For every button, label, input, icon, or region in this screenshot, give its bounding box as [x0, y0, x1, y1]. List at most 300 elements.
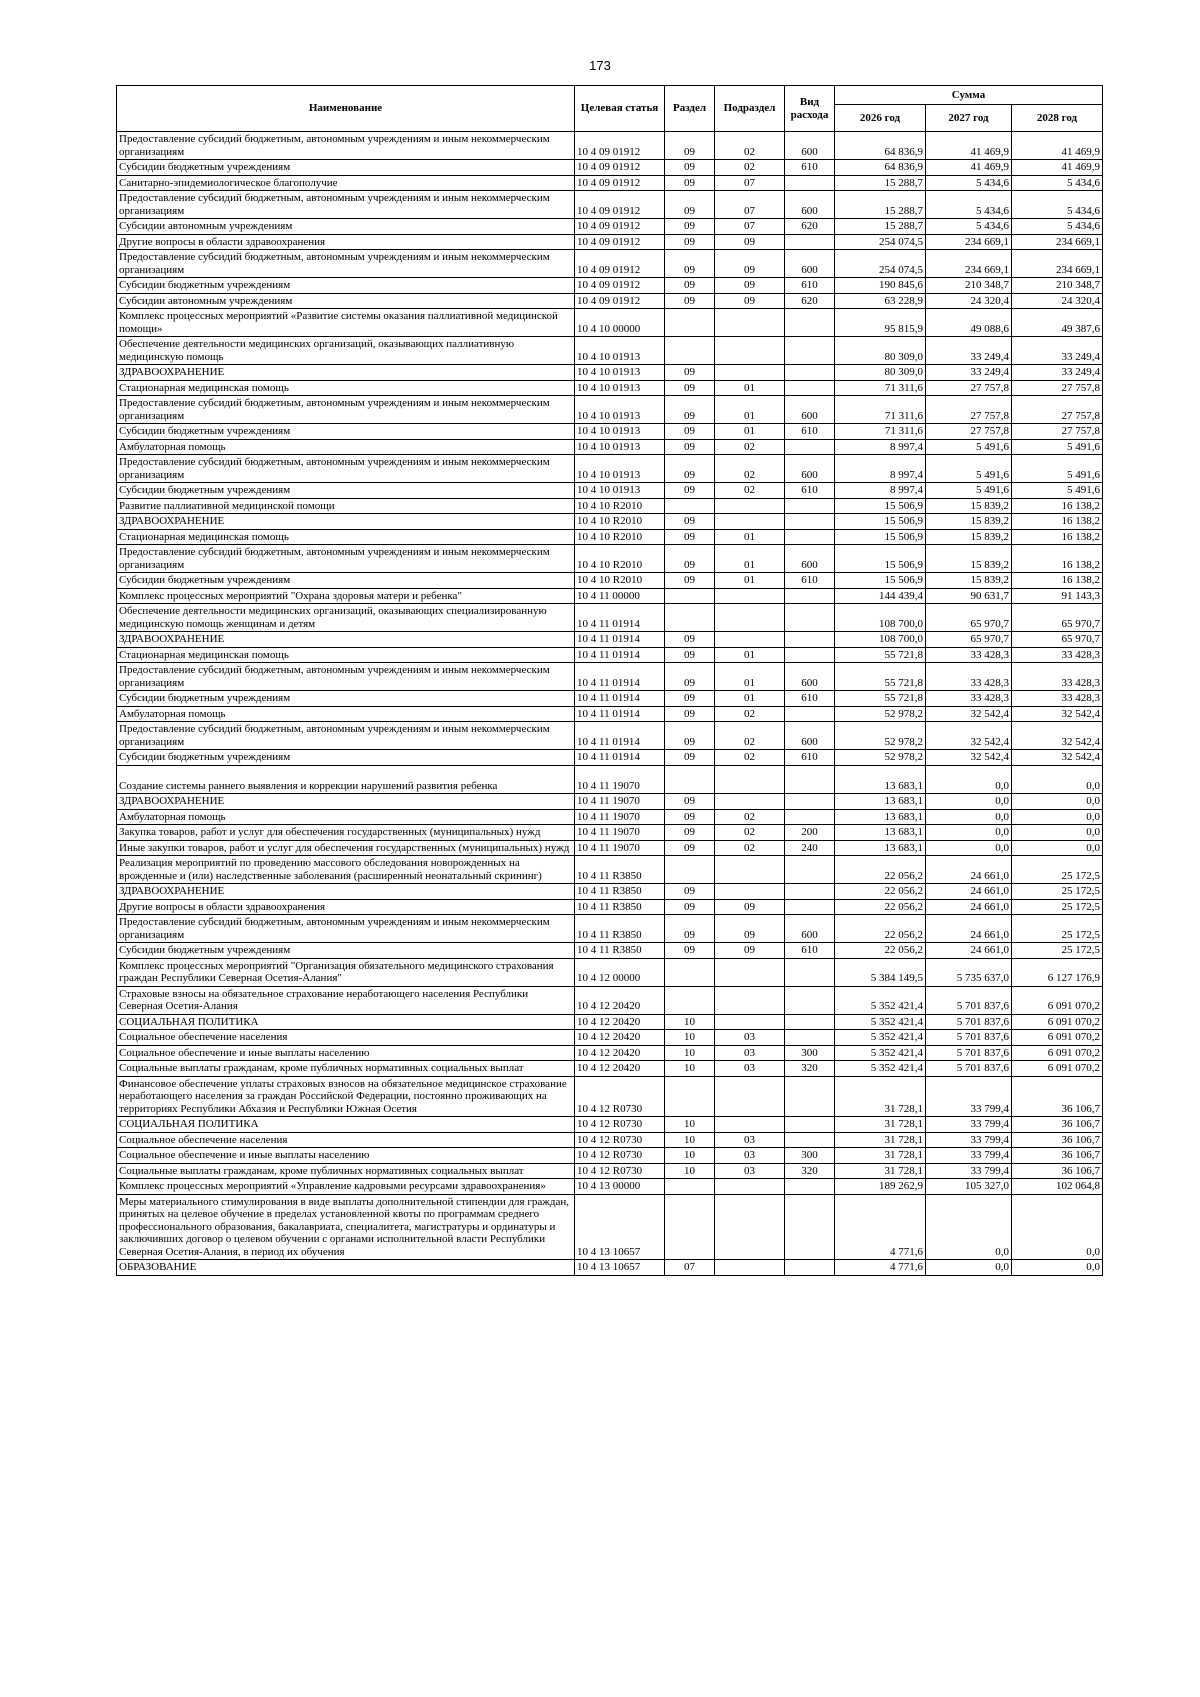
row-subsection: [715, 514, 785, 530]
table-row: [117, 293, 1103, 309]
row-sum-2027: 0,0: [926, 1260, 1012, 1276]
row-sum-2026: 71 311,6: [835, 396, 926, 424]
row-section: [665, 856, 715, 884]
row-sum-2027: 15 839,2: [926, 573, 1012, 589]
row-section: [665, 498, 715, 514]
row-name: Предоставление субсидий бюджетным, автономным учреждениям и иным некоммерческим организациям: [117, 250, 575, 278]
row-name: Социальные выплаты гражданам, кроме публичных нормативных социальных выплат: [117, 1163, 575, 1179]
row-sum-2027: 210 348,7: [926, 278, 1012, 294]
row-section: 09: [665, 706, 715, 722]
row-expense-type: [785, 498, 835, 514]
row-target-code: 10 4 10 R2010: [575, 545, 665, 573]
row-target-code: 10 4 10 01913: [575, 396, 665, 424]
row-section: 09: [665, 132, 715, 160]
table-row: [117, 439, 1103, 455]
row-name: Иные закупки товаров, работ и услуг для обеспечения государственных (муниципальных) нужд: [117, 840, 575, 856]
row-subsection: 03: [715, 1148, 785, 1164]
row-section: 10: [665, 1163, 715, 1179]
row-name: ЗДРАВООХРАНЕНИЕ: [117, 365, 575, 381]
row-subsection: 01: [715, 647, 785, 663]
row-name: Стационарная медицинская помощь: [117, 380, 575, 396]
row-name: СОЦИАЛЬНАЯ ПОЛИТИКА: [117, 1117, 575, 1133]
table-row: [117, 498, 1103, 514]
row-sum-2027: 33 249,4: [926, 365, 1012, 381]
row-sum-2026: 64 836,9: [835, 132, 926, 160]
row-target-code: 10 4 11 R3850: [575, 915, 665, 943]
row-sum-2026: 13 683,1: [835, 765, 926, 794]
row-section: [665, 958, 715, 986]
row-sum-2026: 254 074,5: [835, 234, 926, 250]
row-sum-2027: 5 491,6: [926, 439, 1012, 455]
row-subsection: [715, 337, 785, 365]
row-sum-2028: 6 091 070,2: [1012, 1014, 1103, 1030]
row-section: 09: [665, 632, 715, 648]
row-sum-2027: 0,0: [926, 794, 1012, 810]
row-name: Предоставление субсидий бюджетным, автономным учреждениям и иным некоммерческим организациям: [117, 132, 575, 160]
row-section: 07: [665, 1260, 715, 1276]
row-name: Амбулаторная помощь: [117, 809, 575, 825]
row-sum-2027: 49 088,6: [926, 309, 1012, 337]
row-sum-2027: 33 799,4: [926, 1132, 1012, 1148]
row-sum-2026: 55 721,8: [835, 663, 926, 691]
row-subsection: 03: [715, 1163, 785, 1179]
header-section: Раздел: [665, 86, 715, 132]
table-row: [117, 604, 1103, 632]
table-row: [117, 1076, 1103, 1117]
table-row: [117, 915, 1103, 943]
row-sum-2026: 8 997,4: [835, 439, 926, 455]
row-target-code: 10 4 13 10657: [575, 1194, 665, 1260]
row-expense-type: [785, 706, 835, 722]
row-subsection: [715, 498, 785, 514]
row-target-code: 10 4 12 R0730: [575, 1076, 665, 1117]
table-row: [117, 1179, 1103, 1195]
row-name: Стационарная медицинская помощь: [117, 529, 575, 545]
row-sum-2026: 55 721,8: [835, 647, 926, 663]
row-name: Другие вопросы в области здравоохранения: [117, 899, 575, 915]
row-section: 09: [665, 160, 715, 176]
row-expense-type: [785, 1030, 835, 1046]
row-expense-type: [785, 514, 835, 530]
table-row: [117, 1030, 1103, 1046]
header-target: Целевая статья: [575, 86, 665, 132]
row-section: 09: [665, 943, 715, 959]
row-name: СОЦИАЛЬНАЯ ПОЛИТИКА: [117, 1014, 575, 1030]
row-subsection: 09: [715, 250, 785, 278]
row-expense-type: [785, 632, 835, 648]
row-sum-2026: 22 056,2: [835, 856, 926, 884]
row-name: Страховые взносы на обязательное страхование неработающего населения Республики Северная Осетия-Алания: [117, 986, 575, 1014]
table-row: [117, 1014, 1103, 1030]
table-row: [117, 856, 1103, 884]
row-subsection: 09: [715, 278, 785, 294]
row-sum-2027: 5 701 837,6: [926, 986, 1012, 1014]
row-section: [665, 309, 715, 337]
row-subsection: 09: [715, 234, 785, 250]
table-row: [117, 1260, 1103, 1276]
row-sum-2028: 0,0: [1012, 1260, 1103, 1276]
row-target-code: 10 4 10 01913: [575, 455, 665, 483]
row-section: 09: [665, 293, 715, 309]
row-target-code: 10 4 10 01913: [575, 337, 665, 365]
row-sum-2027: 5 434,6: [926, 191, 1012, 219]
row-sum-2028: 102 064,8: [1012, 1179, 1103, 1195]
header-sum: Сумма: [835, 86, 1103, 105]
row-sum-2026: 31 728,1: [835, 1117, 926, 1133]
row-name: Субсидии бюджетным учреждениям: [117, 278, 575, 294]
row-expense-type: [785, 1132, 835, 1148]
row-name: Субсидии бюджетным учреждениям: [117, 483, 575, 499]
row-name: Предоставление субсидий бюджетным, автономным учреждениям и иным некоммерческим организациям: [117, 191, 575, 219]
row-subsection: 02: [715, 455, 785, 483]
table-row: [117, 1061, 1103, 1077]
table-row: [117, 424, 1103, 440]
row-name: Комплекс процессных мероприятий «Развитие системы оказания паллиативной медицинской помощи»: [117, 309, 575, 337]
table-row: [117, 691, 1103, 707]
table-row: [117, 899, 1103, 915]
row-subsection: [715, 588, 785, 604]
row-target-code: 10 4 10 01913: [575, 439, 665, 455]
row-sum-2027: 33 799,4: [926, 1076, 1012, 1117]
row-target-code: 10 4 11 01914: [575, 750, 665, 766]
row-target-code: 10 4 11 01914: [575, 604, 665, 632]
row-subsection: 01: [715, 529, 785, 545]
row-sum-2026: 4 771,6: [835, 1260, 926, 1276]
row-sum-2028: 36 106,7: [1012, 1076, 1103, 1117]
row-sum-2026: 13 683,1: [835, 794, 926, 810]
row-subsection: 03: [715, 1030, 785, 1046]
row-expense-type: 620: [785, 293, 835, 309]
row-expense-type: 600: [785, 250, 835, 278]
row-section: 09: [665, 794, 715, 810]
row-name: Предоставление субсидий бюджетным, автономным учреждениям и иным некоммерческим организациям: [117, 396, 575, 424]
table-row: [117, 514, 1103, 530]
row-subsection: 01: [715, 691, 785, 707]
row-sum-2027: 5 701 837,6: [926, 1030, 1012, 1046]
row-sum-2026: 22 056,2: [835, 884, 926, 900]
row-name: Санитарно-эпидемиологическое благополучие: [117, 175, 575, 191]
row-section: 09: [665, 840, 715, 856]
row-sum-2027: 41 469,9: [926, 160, 1012, 176]
row-subsection: [715, 794, 785, 810]
row-sum-2028: 25 172,5: [1012, 884, 1103, 900]
row-subsection: 07: [715, 219, 785, 235]
row-section: 09: [665, 483, 715, 499]
row-expense-type: 600: [785, 545, 835, 573]
row-sum-2027: 33 249,4: [926, 337, 1012, 365]
row-expense-type: 610: [785, 750, 835, 766]
row-sum-2026: 5 352 421,4: [835, 1030, 926, 1046]
table-row: [117, 160, 1103, 176]
row-expense-type: [785, 380, 835, 396]
row-subsection: 01: [715, 573, 785, 589]
row-sum-2027: 0,0: [926, 840, 1012, 856]
row-sum-2028: 5 434,6: [1012, 191, 1103, 219]
header-2027: 2027 год: [926, 105, 1012, 132]
row-section: [665, 337, 715, 365]
row-sum-2026: 5 352 421,4: [835, 1014, 926, 1030]
row-section: 09: [665, 439, 715, 455]
row-section: [665, 1179, 715, 1195]
row-target-code: 10 4 12 20420: [575, 1030, 665, 1046]
row-sum-2027: 24 661,0: [926, 915, 1012, 943]
row-sum-2027: 105 327,0: [926, 1179, 1012, 1195]
row-sum-2028: 16 138,2: [1012, 514, 1103, 530]
table-row: [117, 588, 1103, 604]
row-target-code: 10 4 10 01913: [575, 380, 665, 396]
row-sum-2026: 4 771,6: [835, 1194, 926, 1260]
row-name: Обеспечение деятельности медицинских организаций, оказывающих специализированную медицинскую помощь женщинам и детям: [117, 604, 575, 632]
row-name: ЗДРАВООХРАНЕНИЕ: [117, 632, 575, 648]
row-subsection: [715, 1179, 785, 1195]
row-section: 09: [665, 514, 715, 530]
table-row: [117, 234, 1103, 250]
row-subsection: 02: [715, 722, 785, 750]
table-row: [117, 794, 1103, 810]
row-name: Субсидии автономным учреждениям: [117, 293, 575, 309]
row-expense-type: [785, 1076, 835, 1117]
row-sum-2028: 16 138,2: [1012, 545, 1103, 573]
row-section: 09: [665, 899, 715, 915]
row-expense-type: [785, 856, 835, 884]
row-sum-2027: 5 491,6: [926, 483, 1012, 499]
row-target-code: 10 4 10 R2010: [575, 498, 665, 514]
row-section: 09: [665, 219, 715, 235]
row-target-code: 10 4 11 19070: [575, 840, 665, 856]
row-target-code: 10 4 11 R3850: [575, 943, 665, 959]
row-name: Субсидии бюджетным учреждениям: [117, 424, 575, 440]
row-expense-type: 610: [785, 691, 835, 707]
row-subsection: [715, 1014, 785, 1030]
header-2028: 2028 год: [1012, 105, 1103, 132]
row-expense-type: 240: [785, 840, 835, 856]
row-sum-2026: 15 506,9: [835, 514, 926, 530]
table-row: [117, 337, 1103, 365]
row-section: [665, 1194, 715, 1260]
row-sum-2028: 5 491,6: [1012, 439, 1103, 455]
row-sum-2027: 24 320,4: [926, 293, 1012, 309]
row-target-code: 10 4 12 00000: [575, 958, 665, 986]
row-subsection: 02: [715, 706, 785, 722]
row-sum-2028: 6 091 070,2: [1012, 1061, 1103, 1077]
row-sum-2028: 24 320,4: [1012, 293, 1103, 309]
row-section: 10: [665, 1117, 715, 1133]
row-sum-2028: 25 172,5: [1012, 943, 1103, 959]
row-sum-2028: 6 127 176,9: [1012, 958, 1103, 986]
row-sum-2027: 5 701 837,6: [926, 1045, 1012, 1061]
row-expense-type: 610: [785, 943, 835, 959]
row-sum-2028: 234 669,1: [1012, 234, 1103, 250]
row-expense-type: [785, 234, 835, 250]
row-sum-2026: 15 506,9: [835, 545, 926, 573]
row-subsection: 09: [715, 943, 785, 959]
row-expense-type: 600: [785, 396, 835, 424]
row-sum-2028: 234 669,1: [1012, 250, 1103, 278]
row-expense-type: [785, 309, 835, 337]
row-target-code: 10 4 13 10657: [575, 1260, 665, 1276]
row-sum-2028: 0,0: [1012, 840, 1103, 856]
row-section: 09: [665, 191, 715, 219]
row-sum-2028: 32 542,4: [1012, 722, 1103, 750]
row-name: Стационарная медицинская помощь: [117, 647, 575, 663]
row-sum-2028: 25 172,5: [1012, 856, 1103, 884]
row-section: [665, 604, 715, 632]
row-section: 10: [665, 1132, 715, 1148]
row-expense-type: [785, 958, 835, 986]
row-name: Обеспечение деятельности медицинских организаций, оказывающих паллиативную медицинскую помощь: [117, 337, 575, 365]
table-row: [117, 647, 1103, 663]
row-target-code: 10 4 09 01912: [575, 191, 665, 219]
row-subsection: [715, 958, 785, 986]
row-section: 09: [665, 750, 715, 766]
row-name: ЗДРАВООХРАНЕНИЕ: [117, 884, 575, 900]
row-expense-type: [785, 765, 835, 794]
row-expense-type: [785, 175, 835, 191]
row-name: Предоставление субсидий бюджетным, автономным учреждениям и иным некоммерческим организациям: [117, 915, 575, 943]
row-expense-type: 600: [785, 191, 835, 219]
row-target-code: 10 4 12 20420: [575, 1014, 665, 1030]
row-sum-2026: 8 997,4: [835, 455, 926, 483]
row-name: Социальное обеспечение населения: [117, 1132, 575, 1148]
row-target-code: 10 4 11 01914: [575, 663, 665, 691]
row-section: [665, 986, 715, 1014]
row-sum-2027: 5 491,6: [926, 455, 1012, 483]
row-subsection: [715, 1194, 785, 1260]
row-sum-2028: 36 106,7: [1012, 1148, 1103, 1164]
row-sum-2028: 0,0: [1012, 765, 1103, 794]
table-row: [117, 1117, 1103, 1133]
row-subsection: 02: [715, 439, 785, 455]
page-number: 173: [589, 58, 611, 73]
table-row: [117, 1045, 1103, 1061]
row-name: Меры материального стимулирования в виде выплаты дополнительной стипендии для граждан, принятых на целевое обучение в пределах установленной квоты по программам среднего профессионального образования, бакалавриата, специалитета, магистратуры и ординатуры и заключивших договор о целевом обучении с органами исполнительной власти Республики Северная Осетия-Алания, в период их обучения: [117, 1194, 575, 1260]
row-sum-2026: 80 309,0: [835, 337, 926, 365]
row-sum-2026: 63 228,9: [835, 293, 926, 309]
table-row: [117, 750, 1103, 766]
row-name: Социальные выплаты гражданам, кроме публичных нормативных социальных выплат: [117, 1061, 575, 1077]
row-sum-2026: 15 506,9: [835, 498, 926, 514]
table-row: [117, 219, 1103, 235]
row-sum-2026: 22 056,2: [835, 915, 926, 943]
row-expense-type: 610: [785, 278, 835, 294]
row-sum-2027: 24 661,0: [926, 899, 1012, 915]
row-name: Субсидии бюджетным учреждениям: [117, 160, 575, 176]
row-target-code: 10 4 10 01913: [575, 365, 665, 381]
row-section: 09: [665, 175, 715, 191]
row-name: ОБРАЗОВАНИЕ: [117, 1260, 575, 1276]
row-sum-2026: 144 439,4: [835, 588, 926, 604]
row-subsection: 02: [715, 483, 785, 499]
row-expense-type: [785, 986, 835, 1014]
row-sum-2027: 0,0: [926, 765, 1012, 794]
row-expense-type: [785, 337, 835, 365]
row-subsection: 09: [715, 899, 785, 915]
row-sum-2026: 71 311,6: [835, 424, 926, 440]
row-sum-2028: 0,0: [1012, 1194, 1103, 1260]
row-section: [665, 588, 715, 604]
row-name: Реализация мероприятий по проведению массового обследования новорожденных на врожденные и (или) наследственные заболевания (расширенный неонатальный скрининг): [117, 856, 575, 884]
row-sum-2026: 31 728,1: [835, 1163, 926, 1179]
table-row: [117, 1132, 1103, 1148]
row-sum-2028: 32 542,4: [1012, 750, 1103, 766]
row-expense-type: [785, 588, 835, 604]
row-sum-2026: 71 311,6: [835, 380, 926, 396]
row-target-code: 10 4 09 01912: [575, 132, 665, 160]
row-subsection: [715, 604, 785, 632]
row-expense-type: [785, 899, 835, 915]
row-subsection: 09: [715, 293, 785, 309]
row-expense-type: [785, 884, 835, 900]
row-subsection: 02: [715, 750, 785, 766]
table-row: [117, 380, 1103, 396]
row-section: 09: [665, 722, 715, 750]
table-row: [117, 632, 1103, 648]
row-subsection: 01: [715, 424, 785, 440]
table-row: [117, 529, 1103, 545]
row-name: Социальное обеспечение населения: [117, 1030, 575, 1046]
row-target-code: 10 4 11 R3850: [575, 899, 665, 915]
row-subsection: [715, 986, 785, 1014]
row-subsection: 07: [715, 175, 785, 191]
row-sum-2028: 6 091 070,2: [1012, 1030, 1103, 1046]
row-name: Закупка товаров, работ и услуг для обеспечения государственных (муниципальных) нужд: [117, 825, 575, 841]
row-sum-2026: 31 728,1: [835, 1148, 926, 1164]
row-subsection: 01: [715, 396, 785, 424]
row-sum-2028: 210 348,7: [1012, 278, 1103, 294]
row-subsection: 02: [715, 840, 785, 856]
row-sum-2028: 25 172,5: [1012, 899, 1103, 915]
row-sum-2027: 15 839,2: [926, 529, 1012, 545]
row-target-code: 10 4 12 R0730: [575, 1163, 665, 1179]
row-sum-2026: 13 683,1: [835, 825, 926, 841]
table-row: [117, 278, 1103, 294]
row-subsection: 03: [715, 1132, 785, 1148]
row-sum-2026: 5 352 421,4: [835, 1045, 926, 1061]
row-section: 10: [665, 1014, 715, 1030]
row-section: [665, 1076, 715, 1117]
row-sum-2028: 36 106,7: [1012, 1117, 1103, 1133]
row-sum-2027: 32 542,4: [926, 750, 1012, 766]
row-sum-2026: 5 352 421,4: [835, 986, 926, 1014]
row-name: Предоставление субсидий бюджетным, автономным учреждениям и иным некоммерческим организациям: [117, 663, 575, 691]
row-sum-2028: 33 249,4: [1012, 337, 1103, 365]
row-subsection: 02: [715, 132, 785, 160]
row-section: 09: [665, 691, 715, 707]
row-sum-2028: 27 757,8: [1012, 396, 1103, 424]
row-target-code: 10 4 12 20420: [575, 1061, 665, 1077]
row-section: 09: [665, 250, 715, 278]
row-sum-2027: 5 735 637,0: [926, 958, 1012, 986]
row-sum-2028: 27 757,8: [1012, 424, 1103, 440]
row-expense-type: 600: [785, 663, 835, 691]
row-section: 09: [665, 380, 715, 396]
row-target-code: 10 4 09 01912: [575, 234, 665, 250]
table-row: [117, 809, 1103, 825]
table-row: [117, 1148, 1103, 1164]
row-section: [665, 765, 715, 794]
row-expense-type: 200: [785, 825, 835, 841]
row-target-code: 10 4 10 00000: [575, 309, 665, 337]
header-expense-type: Вид расхода: [785, 86, 835, 132]
row-name: Социальное обеспечение и иные выплаты населению: [117, 1045, 575, 1061]
table-body: [117, 132, 1103, 1276]
table-row: [117, 825, 1103, 841]
row-target-code: 10 4 13 00000: [575, 1179, 665, 1195]
row-section: 09: [665, 825, 715, 841]
row-subsection: [715, 632, 785, 648]
row-name: Создание системы раннего выявления и коррекции нарушений развития ребенка: [117, 765, 575, 794]
row-expense-type: 600: [785, 132, 835, 160]
